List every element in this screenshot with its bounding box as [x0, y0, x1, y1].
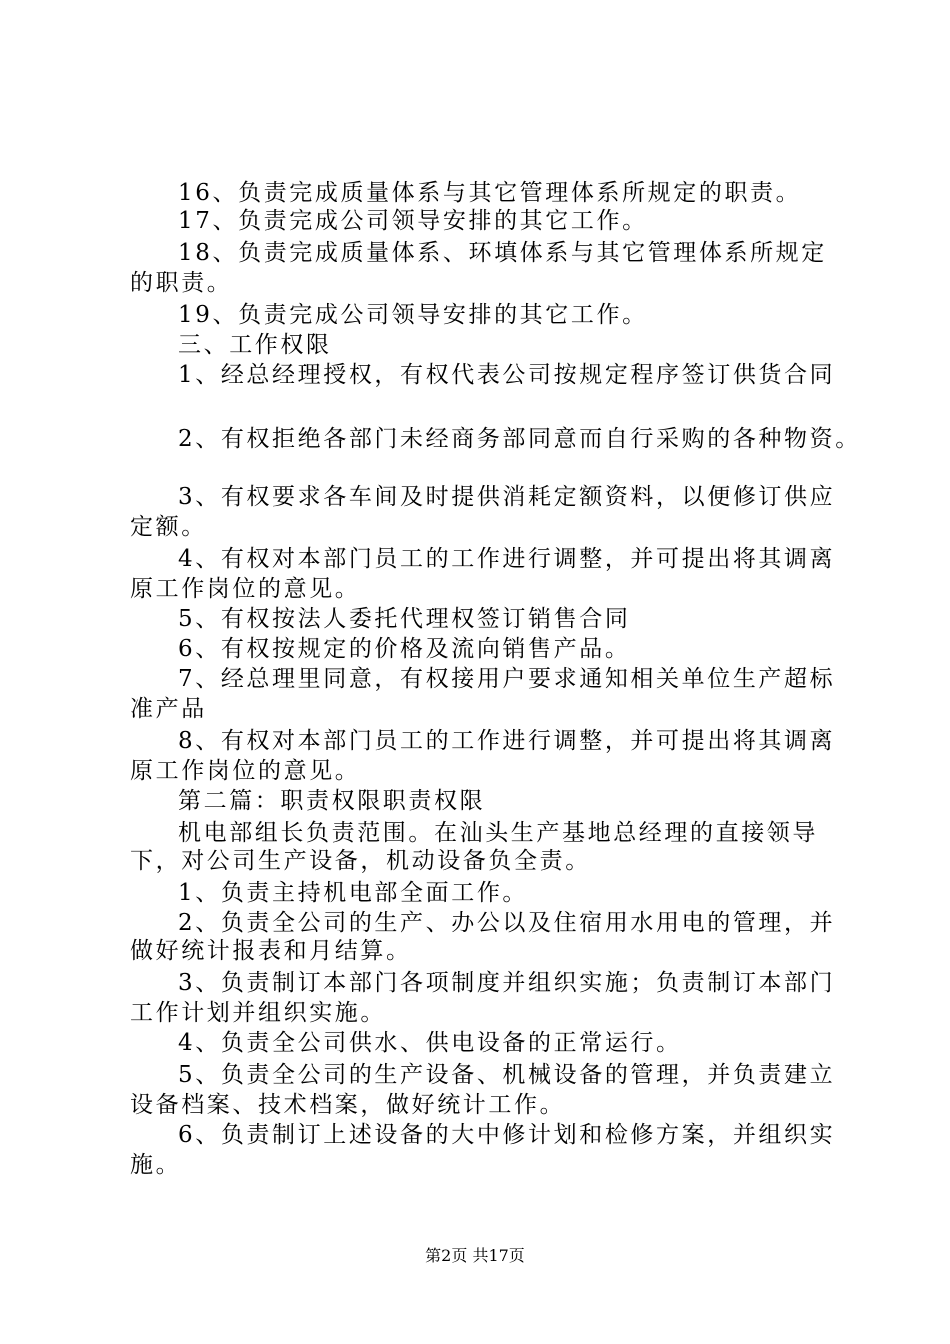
text-line: 2、负责全公司的生产、办公以及住宿用水用电的管理，并	[178, 910, 836, 936]
text-line: 1、负责主持机电部全面工作。	[178, 880, 529, 906]
text-line: 19、负责完成公司领导安排的其它工作。	[178, 302, 648, 328]
text-line: 2、有权拒绝各部门未经商务部同意而自行采购的各种物资。	[178, 426, 861, 452]
text-line: 做好统计报表和月结算。	[130, 938, 412, 964]
text-line: 18、负责完成质量体系、环填体系与其它管理体系所规定	[178, 240, 827, 266]
page-footer: 第2页 共17页	[425, 1246, 525, 1265]
text-line: 5、负责全公司的生产设备、机械设备的管理，并负责建立	[178, 1062, 836, 1088]
chapter-heading: 第二篇：职责权限职责权限	[178, 788, 486, 814]
text-line: 1、经总经理授权，有权代表公司按规定程序签订供货合同	[178, 362, 836, 388]
text-line: 下，对公司生产设备，机动设备负全责。	[130, 848, 591, 874]
text-line: 6、有权按规定的价格及流向销售产品。	[178, 636, 631, 662]
text-line: 设备档案、技术档案，做好统计工作。	[130, 1092, 566, 1118]
text-line: 的职责。	[130, 270, 233, 296]
text-line: 工作计划并组织实施。	[130, 1000, 386, 1026]
text-line: 定额。	[130, 514, 207, 540]
text-line: 3、负责制订本部门各项制度并组织实施；负责制订本部门	[178, 970, 836, 996]
text-line: 4、有权对本部门员工的工作进行调整，并可提出将其调离	[178, 546, 836, 572]
text-line: 8、有权对本部门员工的工作进行调整，并可提出将其调离	[178, 728, 836, 754]
text-line: 16、负责完成质量体系与其它管理体系所规定的职责。	[178, 180, 802, 206]
text-line: 原工作岗位的意见。	[130, 576, 361, 602]
text-line: 施。	[130, 1152, 182, 1178]
text-line: 3、有权要求各车间及时提供消耗定额资料，以便修订供应	[178, 484, 836, 510]
text-line: 7、经总理里同意，有权接用户要求通知相关单位生产超标	[178, 666, 836, 692]
text-line: 17、负责完成公司领导安排的其它工作。	[178, 208, 648, 234]
section-heading: 三、工作权限	[178, 332, 332, 358]
text-line: 机电部组长负责范围。在汕头生产基地总经理的直接领导	[178, 820, 818, 846]
text-line: 4、负责全公司供水、供电设备的正常运行。	[178, 1030, 682, 1056]
text-line: 5、有权按法人委托代理权签订销售合同	[178, 606, 631, 632]
text-line: 原工作岗位的意见。	[130, 758, 361, 784]
text-line: 准产品	[130, 696, 207, 722]
text-line: 6、负责制订上述设备的大中修计划和检修方案，并组织实	[178, 1122, 836, 1148]
